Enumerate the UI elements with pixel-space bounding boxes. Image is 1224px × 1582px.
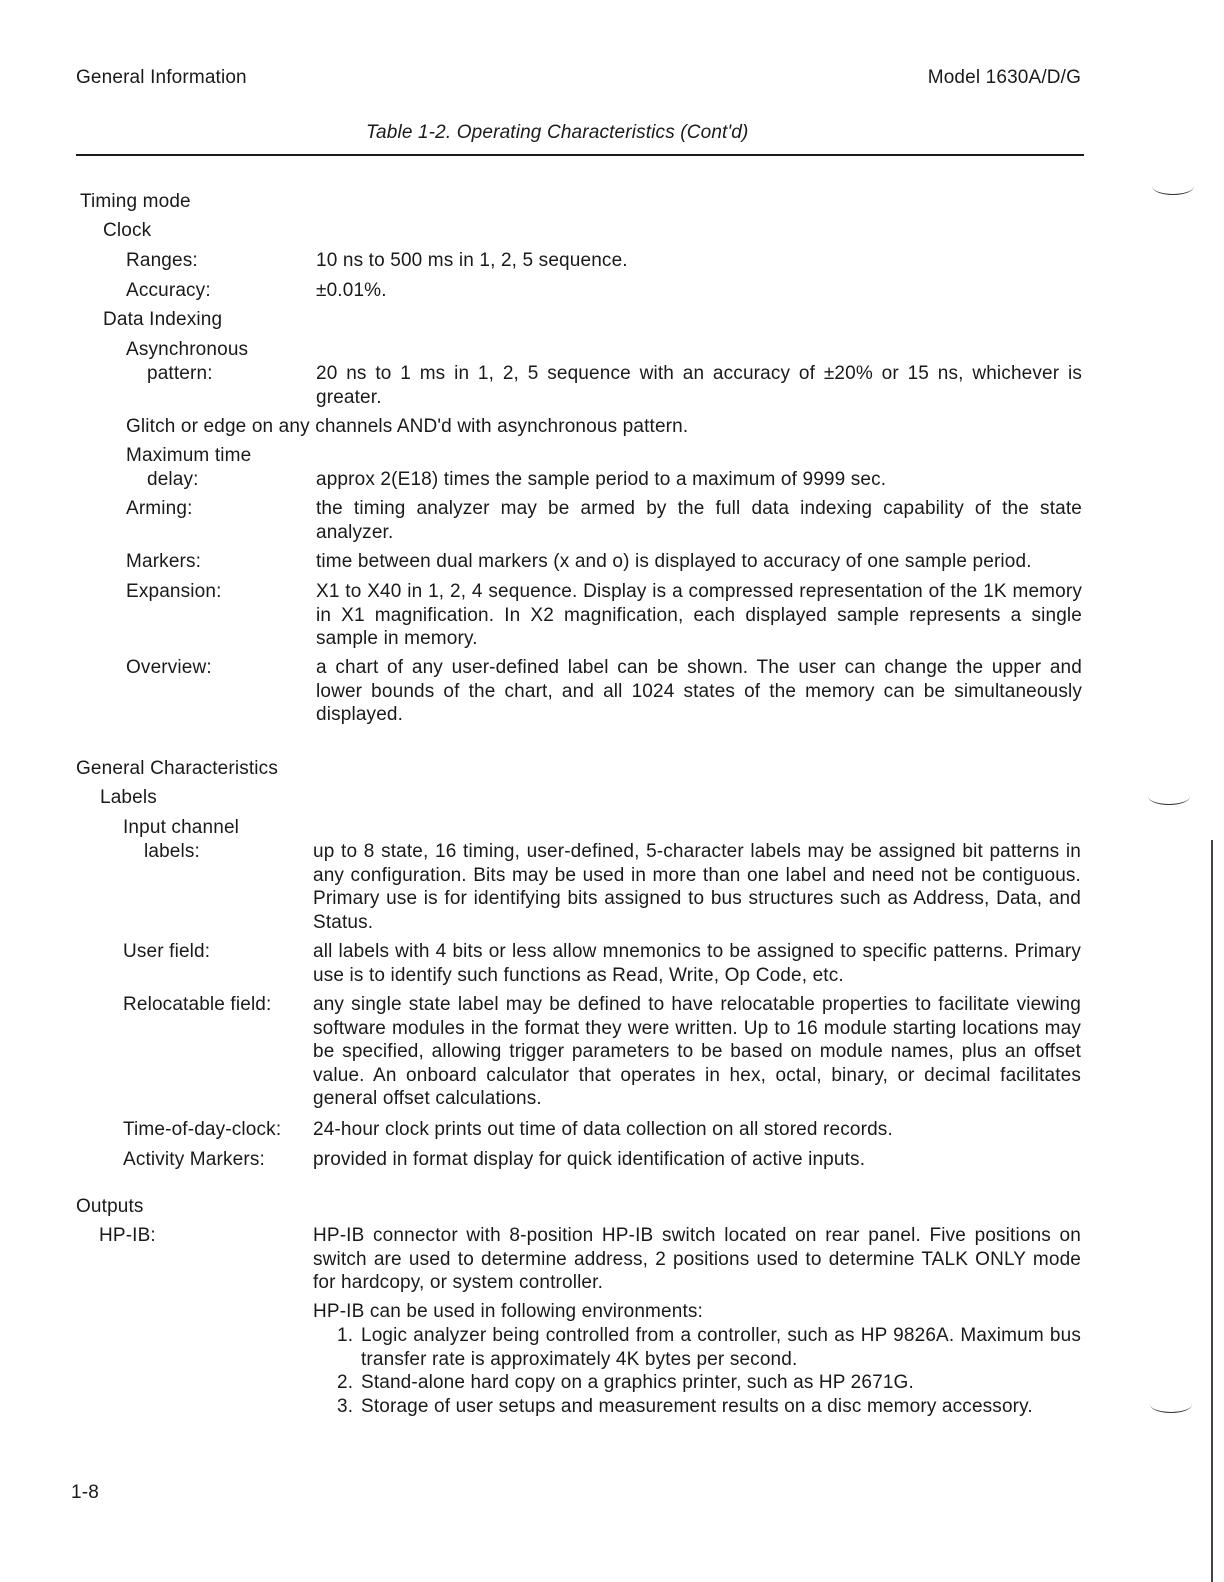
header-rule xyxy=(76,154,1084,156)
time-of-day-clock-label: Time-of-day-clock: xyxy=(123,1119,282,1140)
input-channel-label-line2: labels: xyxy=(144,841,200,862)
clock-heading: Clock xyxy=(103,220,152,241)
async-pattern-value: 20 ns to 1 ms in 1, 2, 5 sequence with an accuracy of ±20% or 15 ns, whichever is greater. xyxy=(316,363,1082,408)
binding-mark xyxy=(1148,788,1190,805)
hpib-environments-list xyxy=(313,1324,1081,1418)
data-indexing-heading: Data Indexing xyxy=(103,309,223,330)
markers-value: time between dual markers (x and o) is displayed to accuracy of one sample period. xyxy=(316,551,1032,572)
expansion-value: X1 to X40 in 1, 2, 4 sequence. Display is a compressed representation of the 1K memory in X1 magnification. In X2 magnification, each displayed sample represents a single sample in memory. xyxy=(316,581,1082,649)
labels-heading: Labels xyxy=(100,787,157,808)
timing-mode-heading: Timing mode xyxy=(80,191,191,212)
relocatable-field-value: any single state label may be defined to have relocatable properties to facilitate viewing software modules in the format they were written. Up to 16 module starting locations may be specified, allowing trigger parameters to be based on module names, plus an offset value. An onboard calculator that operates in hex, octal, binary, or decimal facilitates general offset calculations. xyxy=(313,994,1081,1109)
ranges-label: Ranges: xyxy=(126,250,198,271)
activity-markers-label: Activity Markers: xyxy=(123,1149,265,1170)
hpib-value: HP-IB connector with 8-position HP-IB switch located on rear panel. Five positions on switch are used to determine address, 2 positions used to determine TALK ONLY mode for hardcopy, or system controller. xyxy=(313,1225,1081,1293)
accuracy-label: Accuracy: xyxy=(126,280,211,301)
overview-label: Overview: xyxy=(126,657,212,678)
general-characteristics-heading: General Characteristics xyxy=(76,758,278,779)
model-number: Model 1630A/D/G xyxy=(927,67,1081,88)
max-delay-label-line1: Maximum time xyxy=(126,445,252,466)
section-title: General Information xyxy=(76,67,247,88)
overview-value: a chart of any user-defined label can be shown. The user can change the upper and lower bounds of the chart, and all 1024 states of the memory can be simultaneously displayed. xyxy=(316,657,1082,725)
accuracy-value: ±0.01%. xyxy=(316,280,387,301)
arming-label: Arming: xyxy=(126,498,193,519)
glitch-note: Glitch or edge on any channels AND'd with asynchronous pattern. xyxy=(126,416,689,437)
user-field-label: User field: xyxy=(123,941,211,962)
page-edge-line xyxy=(1211,840,1213,1582)
list-item: 3. Storage of user setups and measurement results on a disc memory accessory. xyxy=(337,1395,1033,1417)
page-number: 1-8 xyxy=(71,1482,99,1503)
async-label-line1: Asynchronous xyxy=(126,339,249,360)
expansion-label: Expansion: xyxy=(126,581,222,602)
async-label-line2: pattern: xyxy=(147,363,213,384)
arming-value: the timing analyzer may be armed by the full data indexing capability of the state analyzer. xyxy=(316,498,1082,543)
binding-mark xyxy=(1150,1396,1192,1413)
input-channel-label-line1: Input channel xyxy=(123,817,240,838)
list-item: 1. Logic analyzer being controlled from a controller, such as HP 9826A. Maximum bus transfer rate is approximately 4K bytes per second. xyxy=(337,1325,1081,1370)
binding-mark xyxy=(1152,178,1194,195)
activity-markers-value: provided in format display for quick identification of active inputs. xyxy=(313,1149,866,1170)
time-of-day-clock-value: 24-hour clock prints out time of data collection on all stored records. xyxy=(313,1119,893,1140)
input-channel-value: up to 8 state, 16 timing, user-defined, 5-character labels may be assigned bit patterns in any configuration. Bits may be used in more than one label and need not be contiguous. Primary use is for identifying bits assigned to bus structures such as Address, Data, and Status. xyxy=(313,841,1081,933)
outputs-heading: Outputs xyxy=(76,1196,144,1217)
user-field-value: all labels with 4 bits or less allow mnemonics to be assigned to specific patterns. Primary use is to identify such functions as Read, Write, Op Code, etc. xyxy=(313,941,1081,986)
hpib-label: HP-IB: xyxy=(99,1225,156,1246)
max-delay-value: approx 2(E18) times the sample period to a maximum of 9999 sec. xyxy=(316,469,887,490)
max-delay-label-line2: delay: xyxy=(147,469,199,490)
list-item: 2. Stand-alone hard copy on a graphics printer, such as HP 2671G. xyxy=(337,1372,914,1393)
markers-label: Markers: xyxy=(126,551,202,572)
table-caption: Table 1-2. Operating Characteristics (Cont'd) xyxy=(366,122,749,143)
hpib-environments-intro: HP-IB can be used in following environments: xyxy=(313,1301,703,1322)
relocatable-field-label: Relocatable field: xyxy=(123,994,272,1015)
ranges-value: 10 ns to 500 ms in 1, 2, 5 sequence. xyxy=(316,250,628,271)
